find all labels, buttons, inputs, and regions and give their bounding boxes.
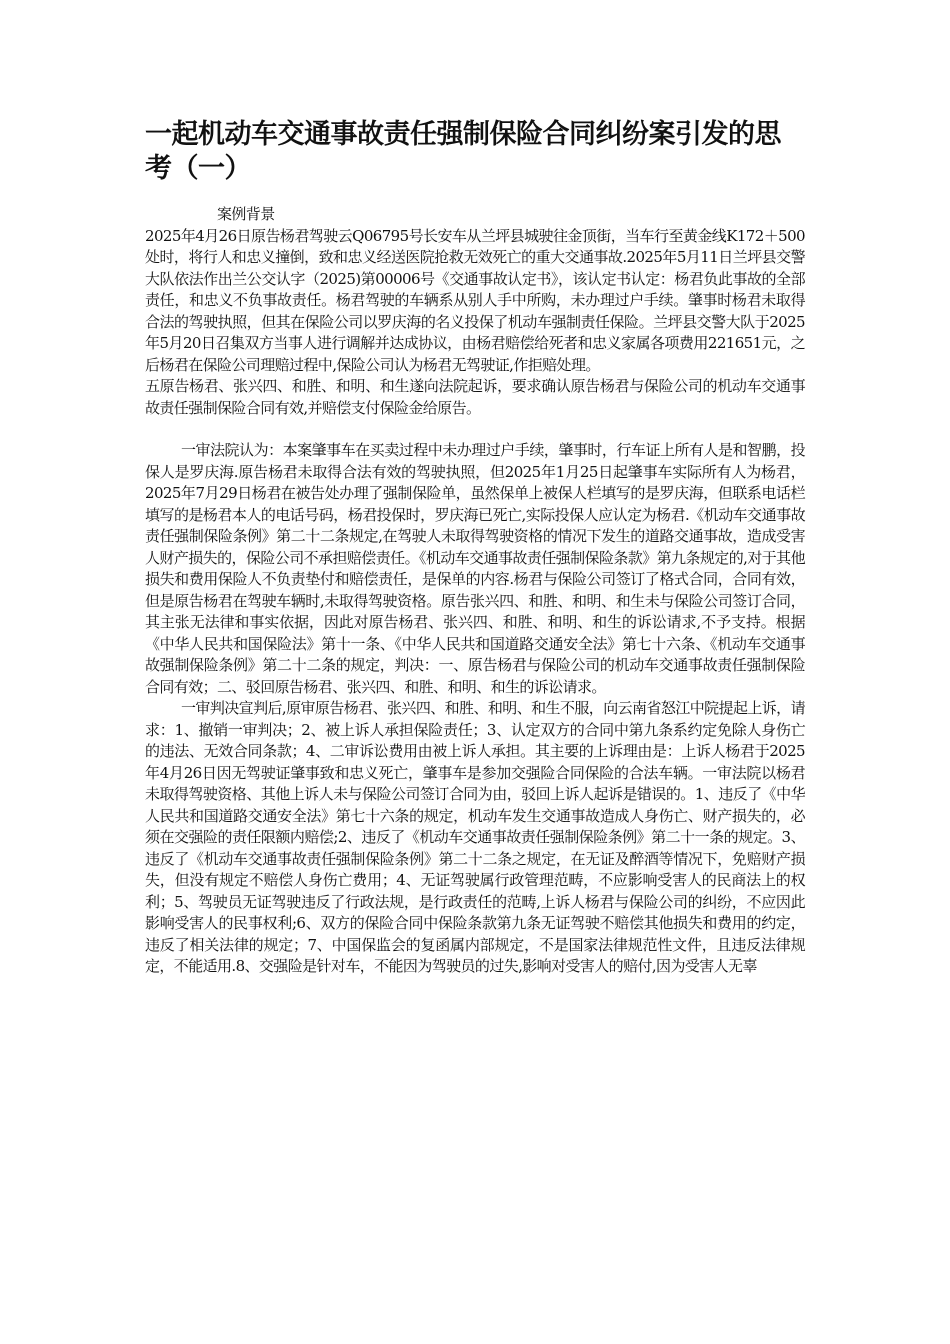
paragraph-plaintiffs-claim: 五原告杨君、张兴四、和胜、和明、和生遂向法院起诉，要求确认原告杨君与保险公司的机动车交通事故责任强制保险合同有效,并赔偿支付保险金给原告。 [145, 377, 805, 417]
paragraph-first-instance-ruling: 一审法院认为：本案肇事车在买卖过程中未办理过户手续，肇事时，行车证上所有人是和智鹏，投保人是罗庆海.原告杨君未取得合法有效的驾驶执照，但2025年1月25日起肇事车实际所有人为杨君，2025年7月29日杨君在被告处办理了强制保险单，虽然保单上被保人栏填写的是罗庆海，但联系电话栏填写的是杨君本人的电话号码，杨君投保时，罗庆海已死亡,实际投保人应认定为杨君.《机动车交通事故责任强制保险条例》第二十二条规定,在驾驶人未取得驾驶资格的情况下发生的道路交通事故，造成受害人财产损失的，保险公司不承担赔偿责任。《机动车交通事故责任强制保险条款》第九条规定的,对于其他损失和费用保险人不负责垫付和赔偿责任，是保单的内容.杨君与保险公司签订了格式合同，合同有效，但是原告杨君在驾驶车辆时,未取得驾驶资格。原告张兴四、和胜、和明、和生未与保险公司签订合同，其主张无法律和事实依据，因此对原告杨君、张兴四、和胜、和明、和生的诉讼请求,不予支持。根据《中华人民共和国保险法》第十一条、《中华人民共和国道路交通安全法》第七十六条、《机动车交通事故强制保险条例》第二十二条的规定，判决：一、原告杨君与保险公司的机动车交通事故责任强制保险合同有效；二、驳回原告杨君、张兴四、和胜、和明、和生的诉讼请求。 [145, 441, 805, 696]
document-body [145, 204, 805, 978]
paragraph-case-facts: 2025年4月26日原告杨君驾驶云Q06795号长安车从兰坪县城驶往金顶街，当车行至黄金线K172＋500处时，将行人和忠义撞倒，致和忠义经送医院抢救无效死亡的重大交通事故.2025年5月11日兰坪县交警大队依法作出兰公交认字（2025)第00006号《交通事故认定书》，该认定书认定：杨君负此事故的全部责任，和忠义不负事故责任。杨君驾驶的车辆系从别人手中所购，未办理过户手续。肇事时杨君未取得合法的驾驶执照，但其在保险公司以罗庆海的名义投保了机动车强制责任保险。兰坪县交警大队于2025年5月20日召集双方当事人进行调解并达成协议，由杨君赔偿给死者和忠义家属各项费用221651元，之后杨君在保险公司理赔过程中,保险公司认为杨君无驾驶证,作拒赔处理。 [145, 226, 805, 374]
document-page [145, 118, 805, 978]
section-label-case-background: 案例背景 [217, 205, 275, 223]
document-title: 一起机动车交通事故责任强制保险合同纠纷案引发的思考（一） [145, 119, 781, 184]
paragraph-gap [145, 419, 805, 440]
paragraph-appeal: 一审判决宣判后,原审原告杨君、张兴四、和胜、和明、和生不服，向云南省怒江中院提起上诉，请求：1、撤销一审判决；2、被上诉人承担保险责任；3、认定双方的合同中第九条系约定免除人身伤亡的违法、无效合同条款；4、二审诉讼费用由被上诉人承担。其主要的上诉理由是：上诉人杨君于2025年4月26日因无驾驶证肇事致和忠义死亡，肇事车是参加交强险合同保险的合法车辆。一审法院以杨君未取得驾驶资格、其他上诉人未与保险公司签订合同为由，驳回上诉人起诉是错误的。1、违反了《中华人民共和国道路交通安全法》第七十六条的规定，机动车发生交通事故造成人身伤亡、财产损失的，必须在交强险的责任限额内赔偿;2、违反了《机动车交通事故责任强制保险条例》第二十一条的规定。3、违反了《机动车交通事故责任强制保险条例》第二十二条之规定，在无证及醉酒等情况下，免赔财产损失，但没有规定不赔偿人身伤亡费用；4、无证驾驶属行政管理范畴，不应影响受害人的民商法上的权利；5、驾驶员无证驾驶违反了行政法规，是行政责任的范畴,上诉人杨君与保险公司的纠纷，不应因此影响受害人的民事权利;6、双方的保险合同中保险条款第九条无证驾驶不赔偿其他损失和费用的约定，违反了相关法律的规定；7、中国保监会的复函属内部规定，不是国家法律规范性文件，且违反法律规定，不能适用.8、交强险是针对车，不能因为驾驶员的过失,影响对受害人的赔付,因为受害人无辜 [145, 699, 805, 975]
